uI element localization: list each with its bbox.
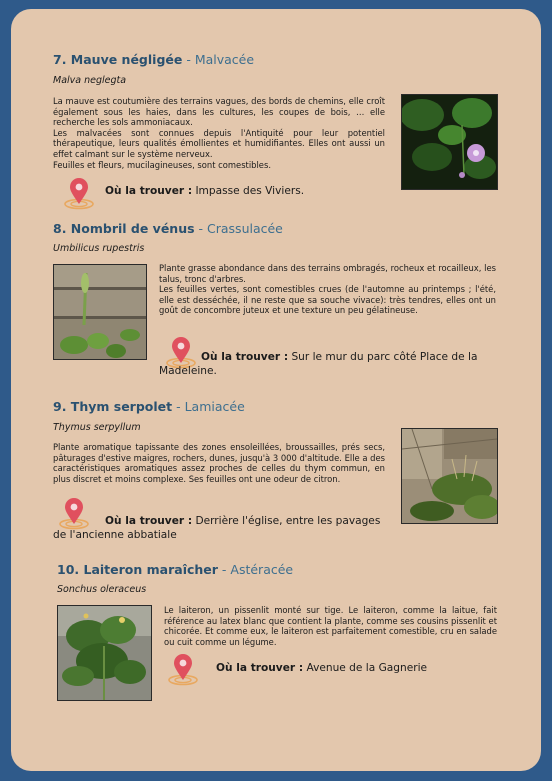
- description-paragraph: Le laiteron, un pissenlit monté sur tige. Le laiteron, comme la laitue, fait référence au latex blanc que contient la plante, comme ses cousins pissenlit et chicorée. Et comme eux, le laiteron est parfaitement comestible, cru en salade ou cuit comme un légume.: [164, 605, 497, 647]
- where-label: Où la trouver :: [105, 185, 193, 197]
- plant-number-name: 10. Laiteron maraîcher: [57, 562, 218, 577]
- plant-photo-mauve: [401, 94, 498, 190]
- plant-number-name: 9. Thym serpolet: [53, 399, 173, 414]
- plant-latin-name: Sonchus oleraceus: [57, 584, 147, 595]
- plant-photo-laiteron: [57, 605, 152, 701]
- where-to-find: [53, 514, 393, 542]
- where-to-find: [216, 661, 516, 675]
- plant-title: [57, 562, 293, 577]
- plant-photo-nombril: [53, 264, 147, 360]
- plant-description: [53, 96, 385, 170]
- description-paragraph: La mauve est coutumière des terrains vagues, des bords de chemins, elle croît également sous les haies, dans les cultures, les coupes de bois, … elle recherche les sols ammoniacaux.: [53, 96, 385, 128]
- description-paragraph: Plante aromatique tapissante des zones ensoleillées, broussailles, prés secs, pâturages d'estive maigres, rochers, dunes, jusqu'à 3 000 d'altitude. Elle a des caractéristiques aromatiques assez proches de celles du thym commun, en plus discret et moins complexe. Ses feuilles ont une odeur de citron.: [53, 442, 385, 484]
- plant-description: [53, 442, 385, 484]
- plant-description: [164, 605, 497, 647]
- plant-number-name: 7. Mauve négligée: [53, 52, 183, 67]
- description-paragraph: Plante grasse abondance dans des terrains ombragés, rocheux et rocailleux, les talus, tronc d'arbres.: [159, 263, 496, 284]
- plant-title: [53, 399, 245, 414]
- plant-family: - Malvacée: [186, 52, 255, 67]
- where-value: Impasse des Viviers.: [195, 185, 305, 197]
- description-paragraph: Feuilles et fleurs, mucilagineuses, sont comestibles.: [53, 159, 271, 170]
- plant-family: - Lamiacée: [176, 399, 245, 414]
- plant-description: [159, 263, 496, 316]
- plant-title: [53, 52, 254, 67]
- where-to-find: [105, 184, 435, 198]
- plant-photo-thym: [401, 428, 498, 524]
- where-value: Derrière l'église, entre les pavages de l'ancienne abbatiale: [53, 515, 381, 541]
- plant-latin-name: Umbilicus rupestris: [53, 243, 145, 254]
- plant-latin-name: Thymus serpyllum: [53, 422, 141, 433]
- plant-family: - Astéracée: [221, 562, 294, 577]
- where-value: Avenue de la Gagnerie: [306, 662, 428, 674]
- plant-family: - Crassulacée: [198, 221, 283, 236]
- where-label: Où la trouver :: [105, 515, 193, 527]
- description-paragraph: Les feuilles vertes, sont comestibles crues (de l'automne au printemps ; l'été, elle est desséchée, il ne reste que sa souche vivace): très tendres, elles ont un goût de concombre juteux et une texture un peu gélatineuse.: [159, 284, 496, 316]
- where-to-find: [159, 350, 489, 378]
- plant-title: [53, 221, 283, 236]
- location-pin-icon: [61, 177, 97, 211]
- plant-card: [11, 9, 541, 771]
- location-pin-icon: [165, 653, 201, 687]
- plant-latin-name: Malva neglegta: [53, 75, 127, 86]
- where-label: Où la trouver :: [216, 662, 304, 674]
- description-paragraph: Les malvacées sont connues depuis l'Antiquité pour leur potentiel thérapeutique, leurs qualités émollientes et humidifiantes. Elles ont aussi un effet calmant sur le système nerveux.: [53, 127, 385, 159]
- plant-number-name: 8. Nombril de vénus: [53, 221, 195, 236]
- where-label: Où la trouver :: [201, 351, 289, 363]
- where-value: Sur le mur du parc côté Place de la Madeleine.: [159, 351, 478, 377]
